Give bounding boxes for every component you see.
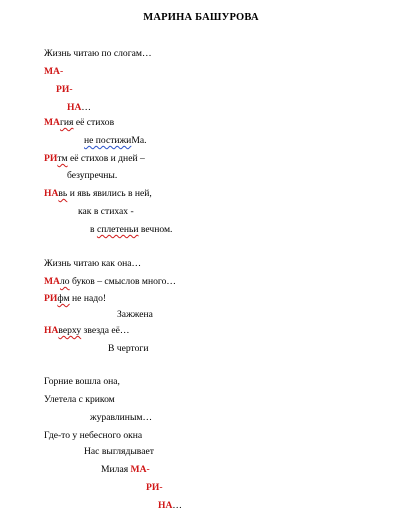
misspelled-word: гия	[59, 117, 74, 128]
poem-line	[90, 224, 172, 236]
poem-line	[158, 500, 182, 512]
line-text: Ма.	[131, 135, 147, 146]
poem-line	[101, 464, 150, 476]
poem-line: Жизнь читаю по слогам…	[44, 48, 152, 59]
line-text: не надо!	[69, 293, 107, 304]
misspelled-word: вь	[58, 188, 68, 199]
poem-line	[67, 102, 91, 114]
poem-line: Улетела с криком	[44, 394, 115, 405]
poem-line: Зажжена	[117, 309, 153, 320]
line-text: её стихов и дней –	[67, 153, 145, 164]
line-text: её стихов	[73, 117, 115, 128]
line-text: …	[81, 102, 91, 113]
poem-line	[44, 276, 176, 288]
poem-line	[44, 117, 114, 129]
poem-line: журавлиным…	[90, 412, 153, 423]
misspelled-word: тм	[57, 153, 68, 164]
red-syllable: МА	[44, 276, 60, 287]
misspelled-word: не постижи	[84, 135, 132, 146]
red-syllable: МА	[44, 117, 60, 128]
misspelled-word: верху	[58, 325, 82, 336]
poem-line: МА-	[44, 66, 64, 77]
poem-line	[44, 325, 129, 337]
line-text: буков – смыслов много…	[69, 276, 177, 287]
poem-line: В чертоги	[108, 343, 149, 354]
poem-line: Горние вошла она,	[44, 376, 120, 387]
poem-line	[44, 293, 106, 305]
poem-line: Жизнь читаю как она…	[44, 258, 142, 269]
poem-line: РИ-	[146, 482, 163, 493]
poem-line: РИ-	[56, 84, 73, 95]
poem-line: как в стихах -	[78, 206, 134, 217]
poem-line: Нас выглядывает	[84, 446, 154, 457]
red-syllable: РИ	[44, 293, 58, 304]
line-text: …	[172, 500, 182, 511]
poem-line: безупречны.	[67, 170, 118, 181]
page-title: МАРИНА БАШУРОВА	[143, 12, 259, 23]
poem-line	[44, 153, 145, 165]
poem-line	[84, 135, 147, 147]
red-syllable: НА	[67, 102, 82, 113]
line-text: Милая	[101, 464, 131, 475]
misspelled-word: фм	[57, 293, 70, 304]
red-syllable: МА-	[130, 464, 150, 475]
line-text: в	[90, 224, 97, 235]
line-text: вечном.	[138, 224, 173, 235]
misspelled-word: сплетеньи	[96, 224, 139, 235]
red-syllable: НА	[44, 188, 59, 199]
line-text: и явь явились в ней,	[67, 188, 152, 199]
red-syllable: РИ	[44, 153, 58, 164]
poem-line	[44, 188, 152, 200]
red-syllable: НА	[44, 325, 59, 336]
poem-line: Где-то у небесного окна	[44, 430, 143, 441]
line-text: звезда её…	[81, 325, 130, 336]
red-syllable: НА	[158, 500, 173, 511]
misspelled-word: ло	[59, 276, 70, 287]
